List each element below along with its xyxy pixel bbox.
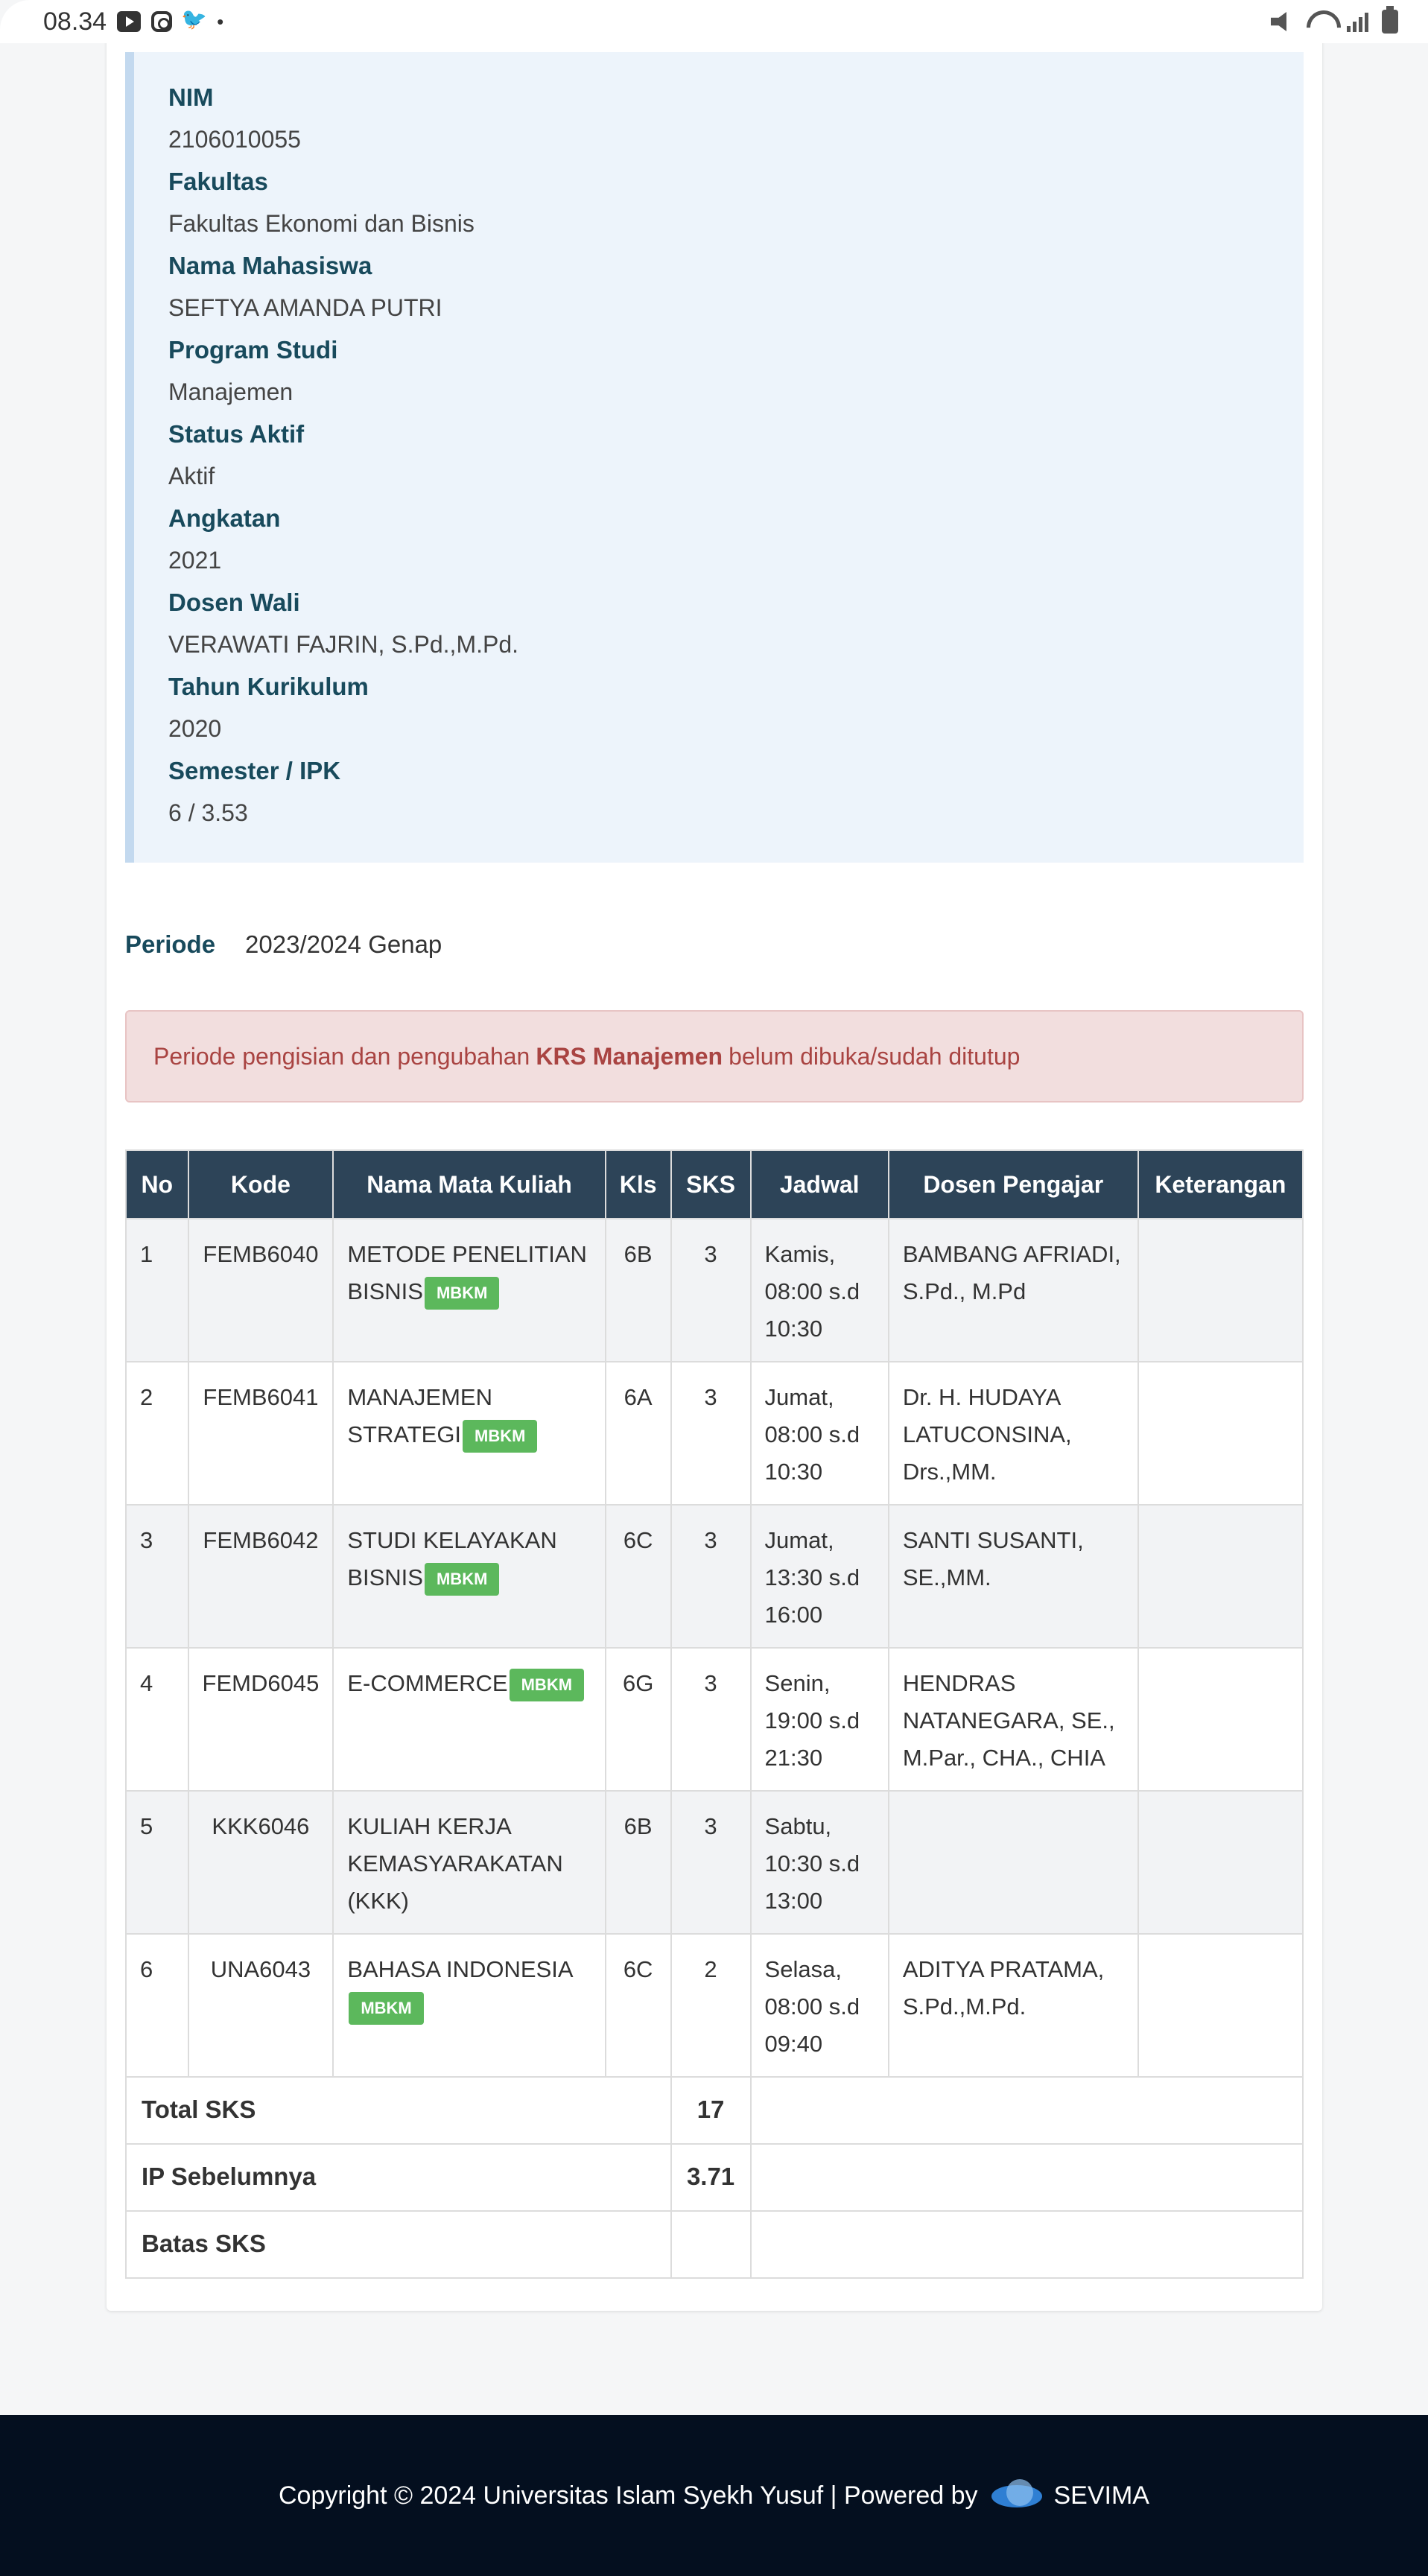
cell-no: 4	[126, 1648, 188, 1791]
alert-prefix: Periode pengisian dan pengubahan	[153, 1042, 530, 1070]
table-row	[126, 1648, 1303, 1791]
col-header-keterangan: Keterangan	[1138, 1150, 1303, 1219]
col-header-jadwal: Jadwal	[751, 1150, 889, 1219]
cell-kode: KKK6046	[188, 1791, 334, 1934]
periode-row	[125, 930, 442, 959]
info-value-nim: 2106010055	[168, 126, 301, 153]
cell-kode: FEMB6042	[188, 1505, 334, 1648]
cell-nama	[333, 1791, 605, 1934]
instagram-icon	[151, 11, 172, 32]
periode-value: 2023/2024 Genap	[245, 930, 442, 958]
col-header-sks: SKS	[671, 1150, 751, 1219]
status-time: 08.34	[43, 7, 107, 36]
batas-sks-value	[671, 2211, 751, 2278]
cell-kode: FEMD6045	[188, 1648, 334, 1791]
cell-kode: FEMB6040	[188, 1219, 334, 1362]
cell-nama	[333, 1219, 605, 1362]
cell-no: 3	[126, 1505, 188, 1648]
cell-kls: 6C	[606, 1934, 671, 2077]
cell-keterangan	[1138, 1362, 1303, 1505]
signal-icon	[1347, 11, 1368, 32]
copyright-text: Copyright © 2024 Universitas Islam Syekh Yusuf | Powered by	[279, 2481, 978, 2510]
table-header-row	[126, 1150, 1303, 1219]
status-bar	[0, 0, 1428, 43]
info-label-semester-ipk: Semester / IPK	[168, 757, 341, 784]
cell-no: 6	[126, 1934, 188, 2077]
cell-keterangan	[1138, 1219, 1303, 1362]
info-label-dosen-wali: Dosen Wali	[168, 589, 300, 616]
alert-suffix: belum dibuka/sudah ditutup	[729, 1042, 1021, 1070]
table-row	[126, 1362, 1303, 1505]
info-value-angkatan: 2021	[168, 547, 222, 574]
mbkm-badge: MBKM	[463, 1420, 537, 1453]
info-value-semester-ipk: 6 / 3.53	[168, 799, 248, 826]
battery-icon	[1382, 10, 1398, 34]
info-value-kurikulum: 2020	[168, 715, 222, 742]
col-header-no: No	[126, 1150, 188, 1219]
mute-icon	[1271, 12, 1293, 31]
course-name: BAHASA INDONESIA	[347, 1956, 574, 1982]
info-label-status: Status Aktif	[168, 420, 305, 448]
cell-no: 1	[126, 1219, 188, 1362]
cell-dosen: Dr. H. HUDAYA LATUCONSINA, Drs.,MM.	[889, 1362, 1138, 1505]
info-value-fakultas: Fakultas Ekonomi dan Bisnis	[168, 210, 475, 237]
cell-keterangan	[1138, 1934, 1303, 2077]
info-value-nama: SEFTYA AMANDA PUTRI	[168, 294, 442, 321]
cell-nama	[333, 1505, 605, 1648]
cell-jadwal: Jumat, 13:30 s.d 16:00	[751, 1505, 889, 1648]
cell-sks: 2	[671, 1934, 751, 2077]
periode-label: Periode	[125, 930, 216, 958]
total-sks-empty	[751, 2077, 1303, 2144]
cell-jadwal: Senin, 19:00 s.d 21:30	[751, 1648, 889, 1791]
info-value-prodi: Manajemen	[168, 378, 293, 405]
col-header-kls: Kls	[606, 1150, 671, 1219]
mbkm-badge: MBKM	[425, 1563, 499, 1596]
info-label-kurikulum: Tahun Kurikulum	[168, 673, 369, 700]
info-value-status: Aktif	[168, 463, 215, 489]
cell-jadwal: Jumat, 08:00 s.d 10:30	[751, 1362, 889, 1505]
table-row	[126, 1791, 1303, 1934]
batas-sks-empty	[751, 2211, 1303, 2278]
alert-bold: KRS Manajemen	[536, 1042, 723, 1070]
total-sks-label: Total SKS	[126, 2077, 671, 2144]
cell-sks: 3	[671, 1362, 751, 1505]
cell-keterangan	[1138, 1791, 1303, 1934]
col-header-dosen: Dosen Pengajar	[889, 1150, 1138, 1219]
youtube-icon	[117, 11, 141, 32]
info-label-fakultas: Fakultas	[168, 168, 268, 195]
cell-dosen	[889, 1791, 1138, 1934]
table-row	[126, 1505, 1303, 1648]
mbkm-badge: MBKM	[349, 1992, 423, 2025]
info-label-angkatan: Angkatan	[168, 504, 281, 532]
col-header-kode: Kode	[188, 1150, 334, 1219]
sevima-logo-icon	[991, 2479, 1042, 2512]
wifi-icon	[1307, 10, 1333, 33]
table-row	[126, 1934, 1303, 2077]
batas-sks-label: Batas SKS	[126, 2211, 671, 2278]
cell-nama	[333, 1648, 605, 1791]
cell-kls: 6G	[606, 1648, 671, 1791]
course-name: E-COMMERCE	[347, 1670, 508, 1696]
sevima-brand[interactable]: SEVIMA	[1053, 2481, 1149, 2510]
cell-no: 2	[126, 1362, 188, 1505]
cell-jadwal: Kamis, 08:00 s.d 10:30	[751, 1219, 889, 1362]
cell-nama	[333, 1362, 605, 1505]
cell-kls: 6B	[606, 1219, 671, 1362]
cell-sks: 3	[671, 1791, 751, 1934]
cell-keterangan	[1138, 1505, 1303, 1648]
course-name: METODE PENELITIAN BISNIS	[347, 1241, 587, 1304]
info-value-dosen-wali: VERAWATI FAJRIN, S.Pd.,M.Pd.	[168, 631, 519, 658]
dot-icon: •	[217, 10, 224, 33]
cell-sks: 3	[671, 1505, 751, 1648]
mbkm-badge: MBKM	[510, 1669, 584, 1701]
info-label-nim: NIM	[168, 83, 214, 111]
total-sks-value: 17	[671, 2077, 751, 2144]
student-info-box	[125, 52, 1304, 863]
ip-sebelumnya-empty	[751, 2144, 1303, 2211]
cell-jadwal: Sabtu, 10:30 s.d 13:00	[751, 1791, 889, 1934]
cell-kode: UNA6043	[188, 1934, 334, 2077]
ip-sebelumnya-label: IP Sebelumnya	[126, 2144, 671, 2211]
cell-dosen: SANTI SUSANTI, SE.,MM.	[889, 1505, 1138, 1648]
cell-dosen: HENDRAS NATANEGARA, SE., M.Par., CHA., CHIA	[889, 1648, 1138, 1791]
course-name: KULIAH KERJA KEMASYARAKATAN (KKK)	[347, 1813, 563, 1914]
page-footer	[0, 2415, 1428, 2576]
cell-sks: 3	[671, 1648, 751, 1791]
info-label-nama: Nama Mahasiswa	[168, 252, 372, 279]
cell-nama	[333, 1934, 605, 2077]
cell-kls: 6A	[606, 1362, 671, 1505]
cell-kode: FEMB6041	[188, 1362, 334, 1505]
col-header-nama: Nama Mata Kuliah	[333, 1150, 605, 1219]
cell-jadwal: Selasa, 08:00 s.d 09:40	[751, 1934, 889, 2077]
cell-kls: 6C	[606, 1505, 671, 1648]
course-name: MANAJEMEN STRATEGI	[347, 1384, 492, 1447]
cell-no: 5	[126, 1791, 188, 1934]
cell-dosen: ADITYA PRATAMA, S.Pd.,M.Pd.	[889, 1934, 1138, 2077]
ip-sebelumnya-value: 3.71	[671, 2144, 751, 2211]
ip-sebelumnya-row	[126, 2144, 1303, 2211]
cell-keterangan	[1138, 1648, 1303, 1791]
krs-table	[125, 1149, 1304, 2279]
cell-kls: 6B	[606, 1791, 671, 1934]
batas-sks-row	[126, 2211, 1303, 2278]
krs-closed-alert	[125, 1010, 1304, 1103]
cell-sks: 3	[671, 1219, 751, 1362]
cell-dosen: BAMBANG AFRIADI, S.Pd., M.Pd	[889, 1219, 1138, 1362]
twitter-icon	[183, 11, 206, 32]
info-label-prodi: Program Studi	[168, 336, 338, 364]
total-sks-row	[126, 2077, 1303, 2144]
table-row	[126, 1219, 1303, 1362]
course-name: STUDI KELAYAKAN BISNIS	[347, 1527, 557, 1590]
mbkm-badge: MBKM	[425, 1277, 499, 1310]
